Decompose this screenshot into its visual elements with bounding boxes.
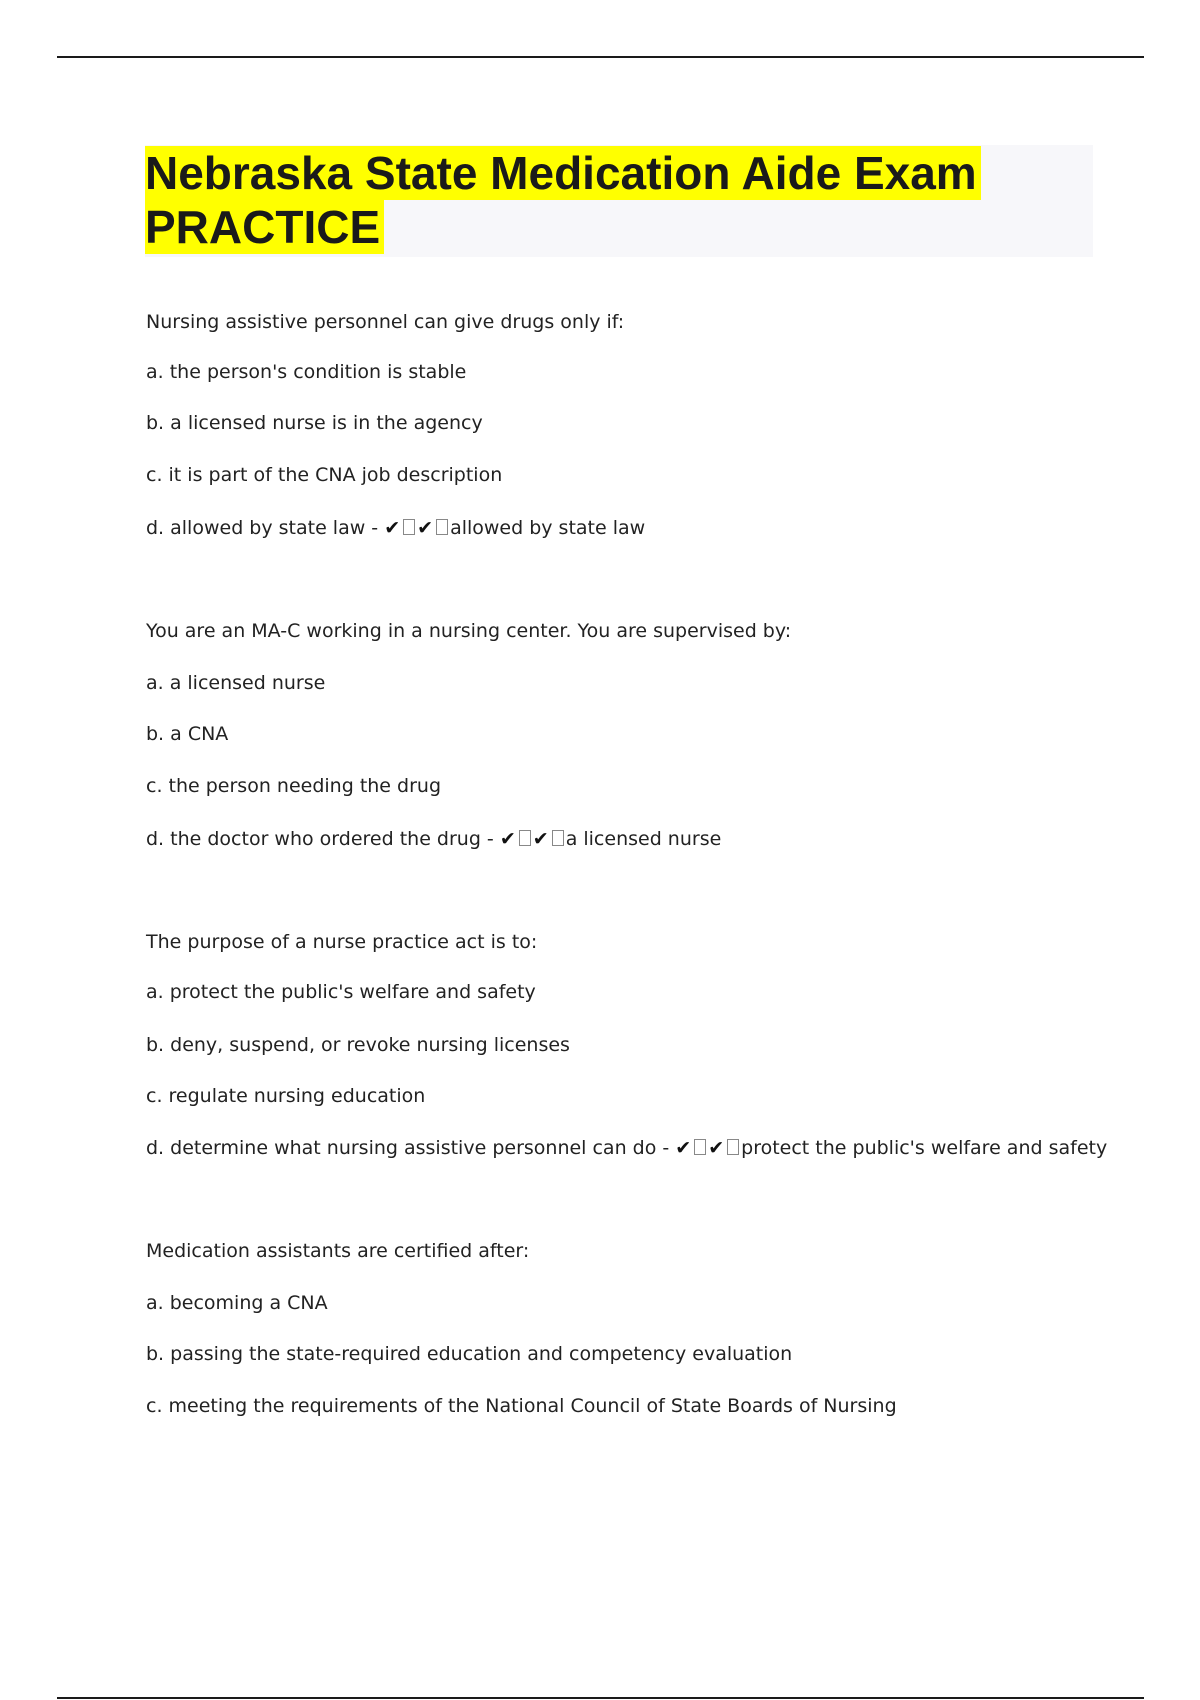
check-mark-icon: ✔: [708, 1137, 725, 1159]
question-option: a. a licensed nurse: [146, 672, 326, 694]
question-option: c. regulate nursing education: [146, 1085, 426, 1107]
check-mark-icon: ✔: [417, 517, 434, 539]
placeholder-box-icon: [519, 830, 531, 846]
question-option: a. the person's condition is stable: [146, 361, 467, 383]
question-prompt: The purpose of a nurse practice act is to:: [146, 931, 538, 953]
question-option: b. a CNA: [146, 723, 229, 745]
question-option: b. a licensed nurse is in the agency: [146, 412, 483, 434]
placeholder-box-icon: [403, 519, 415, 535]
answer-text: protect the public's welfare and safety: [741, 1137, 1108, 1159]
question-prompt: Medication assistants are certified after:: [146, 1240, 530, 1262]
question-option: c. meeting the requirements of the National Council of State Boards of Nursing: [146, 1395, 897, 1417]
question-option: b. deny, suspend, or revoke nursing licenses: [146, 1034, 570, 1056]
check-mark-icon: ✔: [384, 517, 401, 539]
top-rule: [57, 56, 1144, 58]
question-option: c. it is part of the CNA job description: [146, 464, 503, 486]
placeholder-box-icon: [694, 1139, 706, 1155]
placeholder-box-icon: [727, 1139, 739, 1155]
question-option: a. becoming a CNA: [146, 1292, 328, 1314]
answer-line: [146, 516, 645, 540]
question-option: d. determine what nursing assistive personnel can do -: [146, 1137, 676, 1159]
check-mark-icon: ✔: [675, 1137, 692, 1159]
placeholder-box-icon: [436, 519, 448, 535]
check-mark-icon: ✔: [532, 828, 549, 850]
answer-text: allowed by state law: [450, 517, 646, 539]
bottom-rule: [57, 1697, 1144, 1699]
answer-line: [146, 1136, 1107, 1160]
placeholder-box-icon: [552, 830, 564, 846]
question-option: c. the person needing the drug: [146, 775, 442, 797]
answer-line: [146, 827, 721, 851]
question-option: d. the doctor who ordered the drug -: [146, 828, 500, 850]
question-option: a. protect the public's welfare and safety: [146, 981, 536, 1003]
title-line-2: PRACTICE: [145, 200, 384, 254]
question-option: b. passing the state-required education and competency evaluation: [146, 1343, 793, 1365]
check-mark-icon: ✔: [499, 828, 516, 850]
question-option: d. allowed by state law -: [146, 517, 385, 539]
answer-text: a licensed nurse: [565, 828, 722, 850]
question-prompt: Nursing assistive personnel can give drugs only if:: [146, 311, 625, 333]
page-title: [145, 146, 981, 254]
title-line-1: Nebraska State Medication Aide Exam: [145, 146, 981, 200]
question-prompt: You are an MA-C working in a nursing center. You are supervised by:: [146, 620, 792, 642]
